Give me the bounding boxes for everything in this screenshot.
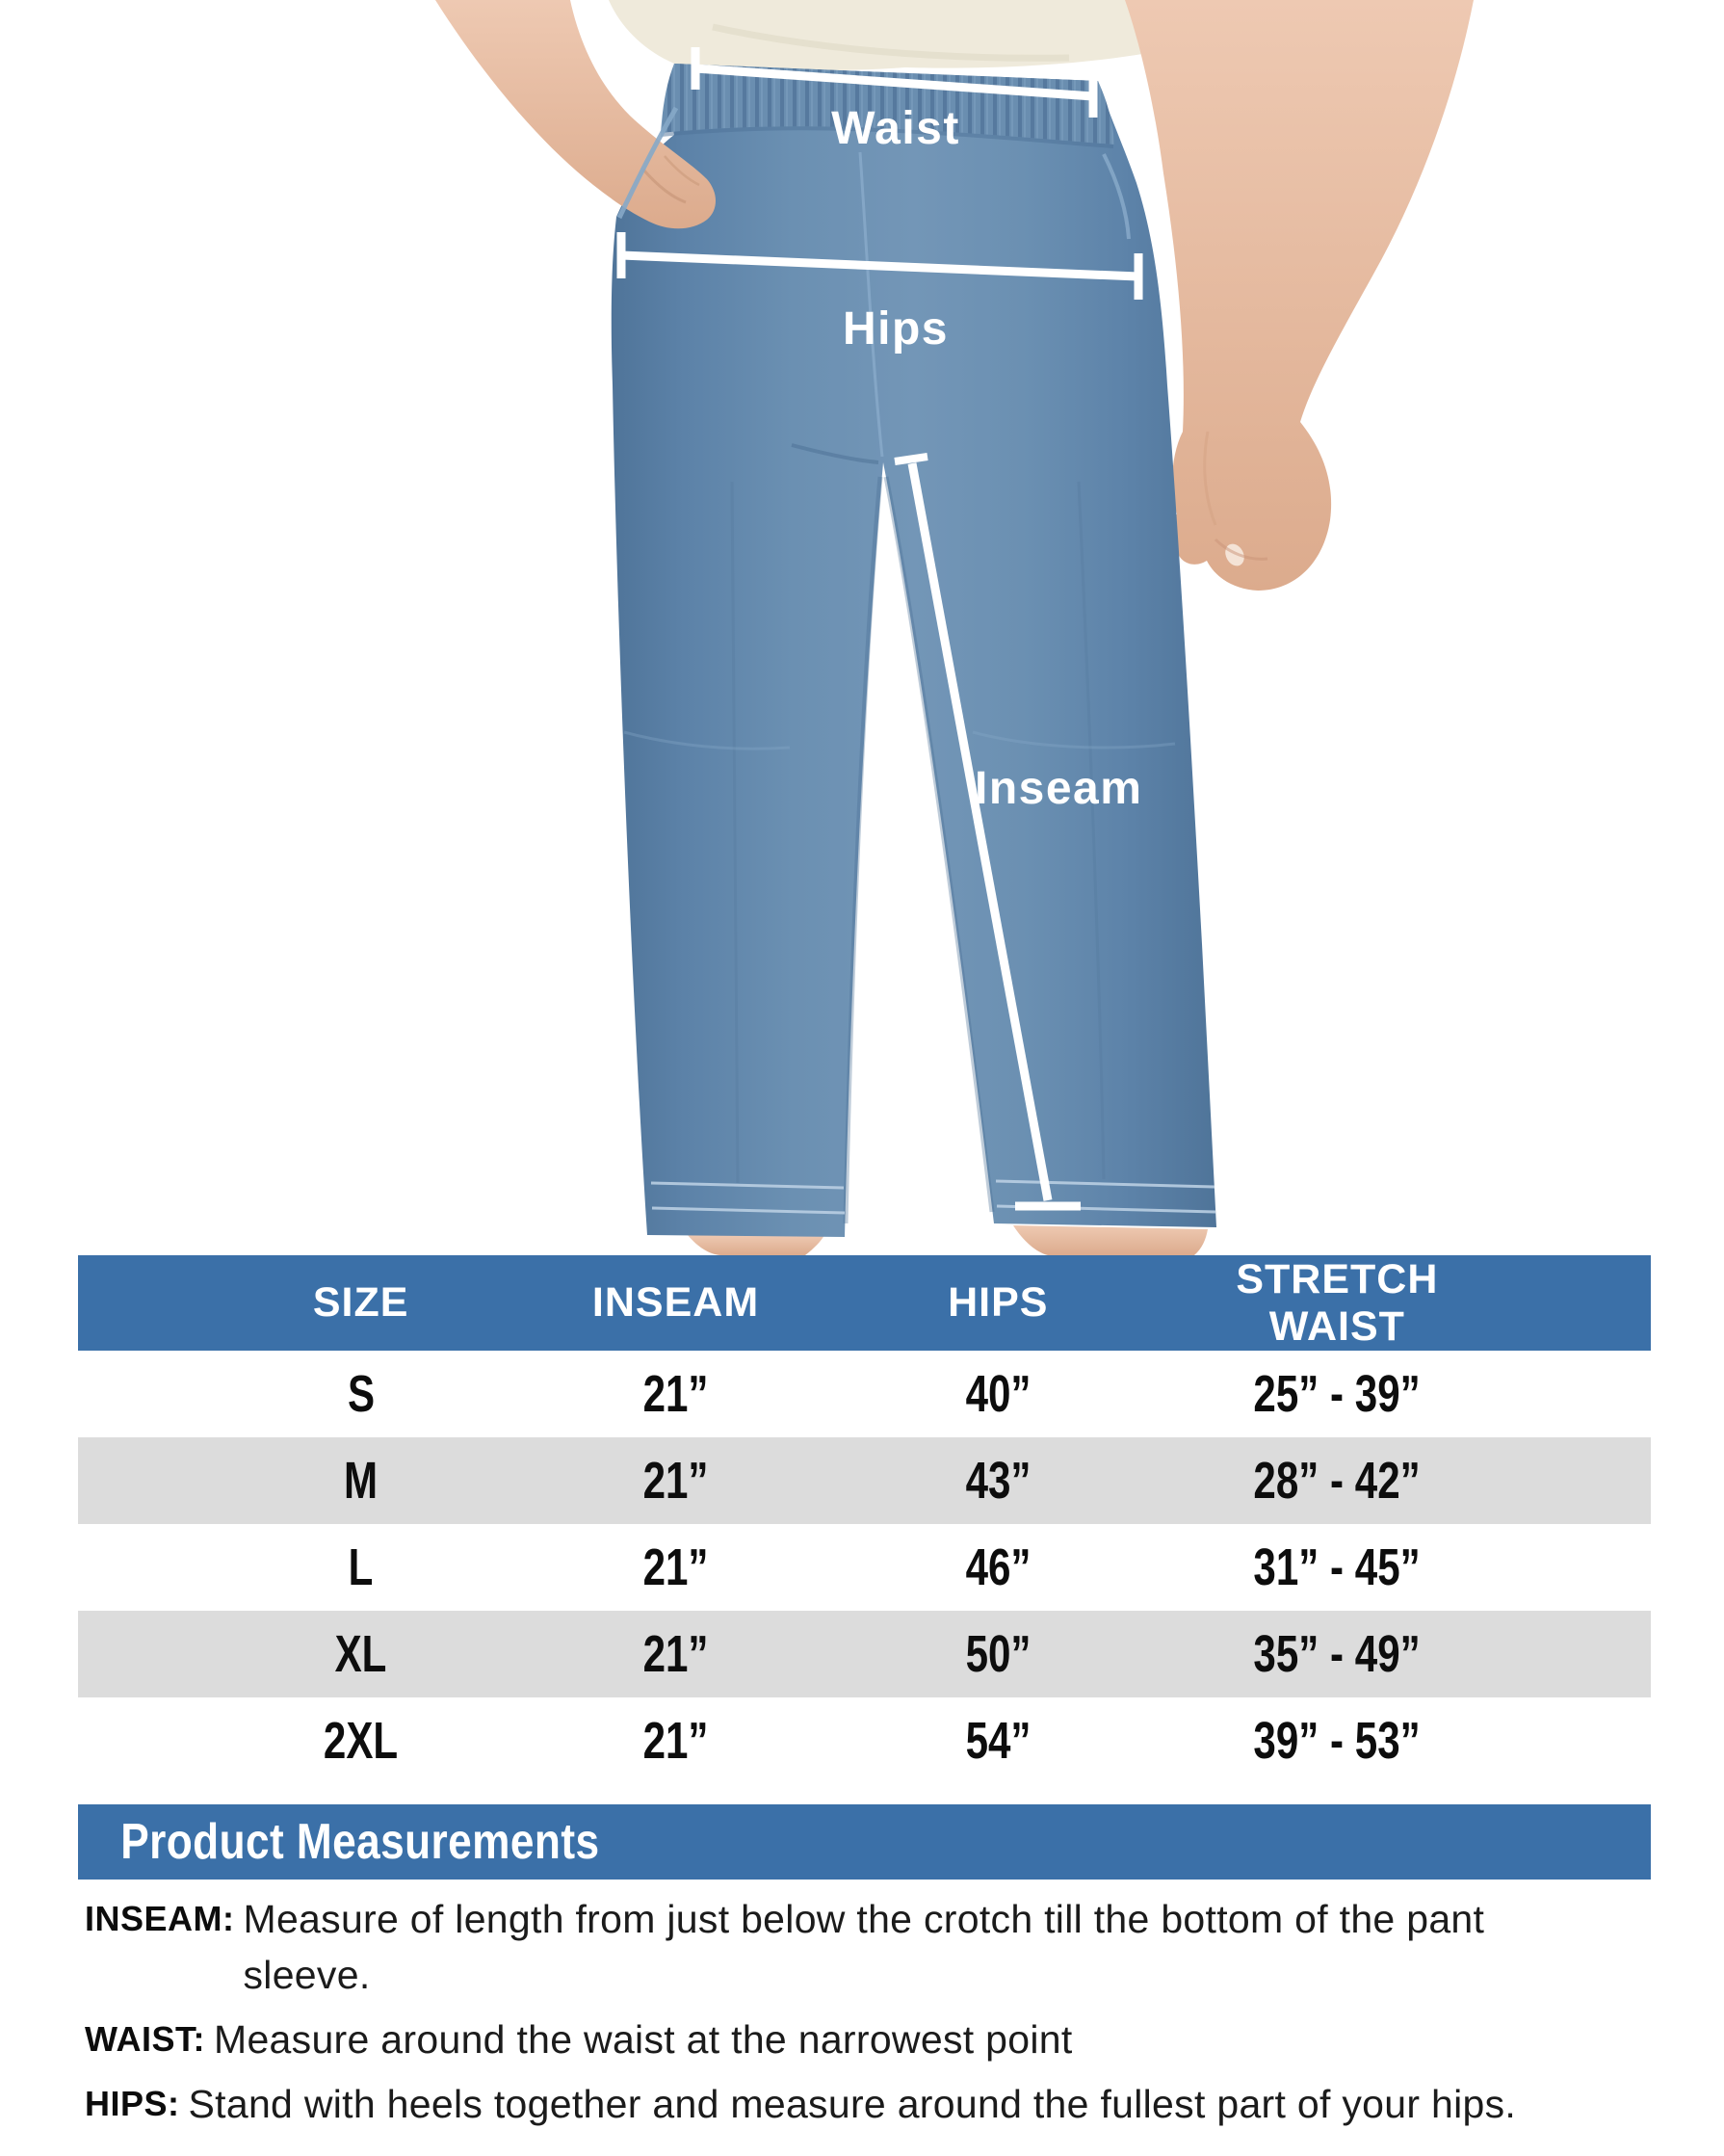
size-row-l bbox=[78, 1524, 1651, 1611]
size-value: M bbox=[344, 1452, 379, 1510]
product-measurements-banner bbox=[78, 1804, 1651, 1880]
inseam-measure-tick-top bbox=[895, 457, 927, 461]
cell-stretch-waist bbox=[1163, 1711, 1651, 1771]
cell-hips bbox=[833, 1538, 1163, 1597]
hips-value: 50” bbox=[965, 1625, 1032, 1683]
cell-size bbox=[78, 1711, 518, 1771]
stretch-waist-value: 31” - 45” bbox=[1253, 1538, 1421, 1596]
definition-label: WAIST: bbox=[85, 2019, 205, 2059]
header-stretch-waist: STRETCH WAIST bbox=[1236, 1255, 1439, 1350]
inseam-value: 21” bbox=[642, 1365, 709, 1423]
measurement-definitions bbox=[85, 1891, 1685, 2132]
header-hips: HIPS bbox=[948, 1279, 1049, 1326]
stretch-waist-value: 28” - 42” bbox=[1253, 1452, 1421, 1510]
hips-measure-label: Hips bbox=[842, 303, 950, 355]
cell-inseam bbox=[518, 1364, 833, 1424]
size-value: S bbox=[347, 1365, 375, 1423]
size-chart-header-row bbox=[78, 1255, 1651, 1351]
hips-value: 54” bbox=[965, 1712, 1032, 1770]
cell-stretch-waist bbox=[1163, 1538, 1651, 1597]
cell-inseam bbox=[518, 1538, 833, 1597]
definition-label: INSEAM: bbox=[85, 1899, 235, 1938]
cell-size bbox=[78, 1624, 518, 1684]
cell-inseam bbox=[518, 1451, 833, 1511]
definition-waist bbox=[85, 2011, 1685, 2067]
stretch-waist-value: 39” - 53” bbox=[1253, 1712, 1421, 1770]
inseam-value: 21” bbox=[642, 1712, 709, 1770]
hips-value: 46” bbox=[965, 1538, 1032, 1596]
cell-size bbox=[78, 1538, 518, 1597]
inseam-measure-label: Inseam bbox=[975, 763, 1143, 814]
header-size: SIZE bbox=[312, 1279, 409, 1326]
cell-hips bbox=[833, 1624, 1163, 1684]
inseam-value: 21” bbox=[642, 1625, 709, 1683]
stretch-waist-value: 35” - 49” bbox=[1253, 1625, 1421, 1683]
header-inseam: INSEAM bbox=[591, 1279, 760, 1326]
definition-label: HIPS: bbox=[85, 2084, 180, 2123]
cell-inseam bbox=[518, 1711, 833, 1771]
size-row-2xl bbox=[78, 1697, 1651, 1784]
cell-stretch-waist bbox=[1163, 1451, 1651, 1511]
size-row-xl bbox=[78, 1611, 1651, 1697]
definition-text: Measure of length from just below the crotch till the bottom of the pant sleeve. bbox=[243, 1897, 1485, 1997]
size-value: XL bbox=[334, 1625, 387, 1683]
cell-size bbox=[78, 1451, 518, 1511]
inseam-value: 21” bbox=[642, 1452, 709, 1510]
hips-value: 40” bbox=[965, 1365, 1032, 1423]
banner-title: Product Measurements bbox=[120, 1814, 600, 1870]
size-value: L bbox=[348, 1538, 374, 1596]
cell-size bbox=[78, 1364, 518, 1424]
waist-measure-label: Waist bbox=[831, 103, 960, 154]
cell-hips bbox=[833, 1451, 1163, 1511]
stretch-waist-value: 25” - 39” bbox=[1253, 1365, 1421, 1423]
size-row-s bbox=[78, 1351, 1651, 1437]
size-chart-table bbox=[78, 1255, 1651, 1784]
cell-hips bbox=[833, 1711, 1163, 1771]
definition-text: Stand with heels together and measure around the fullest part of your hips. bbox=[188, 2082, 1517, 2126]
inseam-value: 21” bbox=[642, 1538, 709, 1596]
definition-hips bbox=[85, 2076, 1685, 2132]
definition-text: Measure around the waist at the narrowest point bbox=[214, 2017, 1073, 2062]
cell-stretch-waist bbox=[1163, 1624, 1651, 1684]
cell-stretch-waist bbox=[1163, 1364, 1651, 1424]
size-value: 2XL bbox=[323, 1712, 399, 1770]
hips-value: 43” bbox=[965, 1452, 1032, 1510]
definition-inseam bbox=[85, 1891, 1685, 2003]
cell-inseam bbox=[518, 1624, 833, 1684]
cell-hips bbox=[833, 1364, 1163, 1424]
right-calf bbox=[1013, 1225, 1208, 1255]
size-row-m bbox=[78, 1437, 1651, 1524]
